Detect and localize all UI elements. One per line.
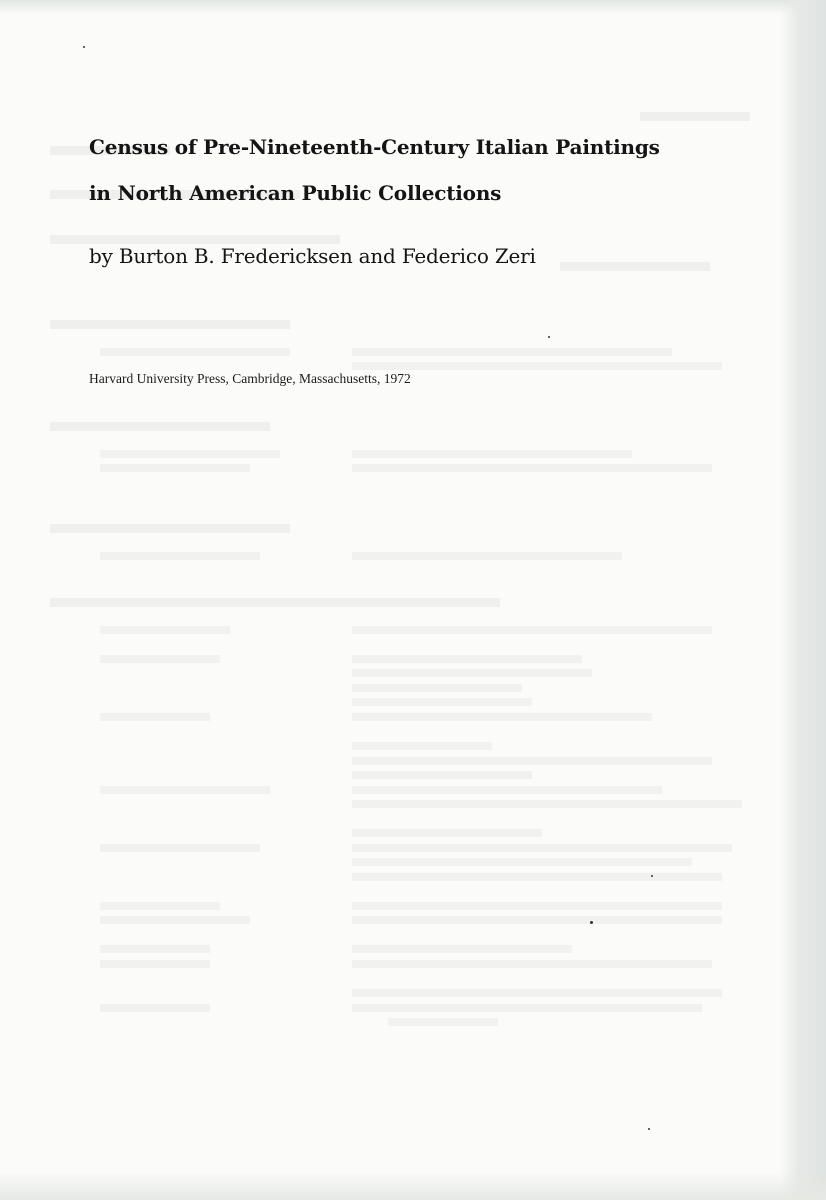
scan-speck <box>651 875 653 877</box>
title-line-2: in North American Public Collections <box>89 181 502 205</box>
scan-speck <box>83 46 85 48</box>
authors-line: by Burton B. Fredericksen and Federico Zeri <box>89 244 536 268</box>
scan-speck <box>648 1128 650 1130</box>
scan-speck <box>548 336 550 338</box>
title-block <box>89 124 660 216</box>
title-line-1: Census of Pre-Nineteenth-Century Italian Paintings <box>89 135 660 159</box>
publisher-line: Harvard University Press, Cambridge, Massachusetts, 1972 <box>89 371 411 386</box>
scan-speck <box>590 921 593 924</box>
